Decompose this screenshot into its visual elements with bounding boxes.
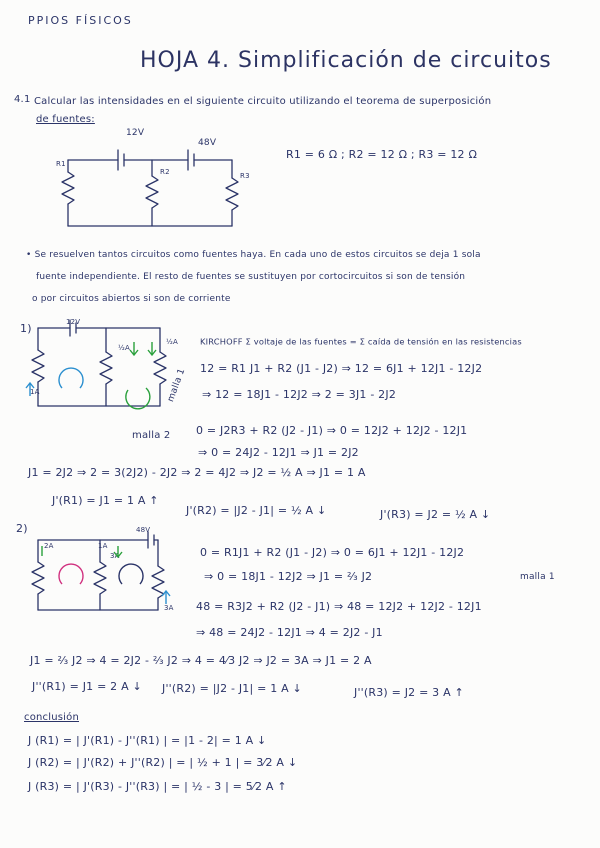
course-label: PPIOS FÍSICOS (28, 14, 133, 27)
case-2-eq-4: ⇒ 48 = 24J2 - 12J1 ⇒ 4 = 2J2 - J1 (196, 626, 383, 639)
case-1-current-c: ½A (166, 338, 178, 346)
case-1-label: 1) (20, 322, 32, 335)
source-2-label: 48V (198, 138, 217, 148)
method-line-3: o por circuitos abiertos si son de corriente (32, 294, 231, 304)
case-2-current-c: 3A (110, 552, 120, 560)
kirchhoff-note: KIRCHOFF Σ voltaje de las fuentes = Σ caída de tensión en las resistencias (200, 338, 522, 348)
case-2-current-d: 3A (164, 604, 174, 612)
conclusion-line-3: J (R3) = | J'(R3) - J''(R3) | = | ½ - 3 | = 5⁄2 A ↑ (28, 780, 287, 793)
case-1-current-b: ½A (118, 344, 130, 352)
method-line-2: fuente independiente. El resto de fuentes se sustituyen por cortocircuitos si son de tensión (36, 272, 466, 282)
page-title: HOJA 4. Simplificación de circuitos (140, 48, 552, 73)
case-1-mesh-2-label: malla 2 (132, 430, 171, 441)
conclusion-line-1: J (R1) = | J'(R1) - J''(R1) | = |1 - 2| = 1 A ↓ (28, 734, 267, 747)
r2-label: R2 (160, 168, 170, 176)
problem-statement: Calcular las intensidades en el siguiente circuito utilizando el teorema de superposición (34, 96, 492, 107)
case-1-current-a: 1A (30, 388, 40, 396)
case-1-eq-3: 0 = J2R3 + R2 (J2 - J1) ⇒ 0 = 12J2 + 12J2 - 12J1 (196, 424, 468, 437)
case-2-result-r2: J''(R2) = |J2 - J1| = 1 A ↓ (162, 682, 302, 695)
case-2-source: 48V (136, 526, 151, 534)
circuit-original (62, 150, 238, 226)
case-2-eq-5: J1 = ⅔ J2 ⇒ 4 = 2J2 - ⅔ J2 ⇒ 4 = 4⁄3 J2 ⇒ J2 = 3A ⇒ J1 = 2 A (30, 654, 372, 667)
case-1-source: 12V (66, 318, 81, 326)
case-2-result-r1: J''(R1) = J1 = 2 A ↓ (32, 680, 142, 693)
case-1-result-r1: J'(R1) = J1 = 1 A ↑ (52, 494, 159, 507)
problem-number: 4.1 (14, 94, 31, 105)
case-2-eq-1: 0 = R1J1 + R2 (J1 - J2) ⇒ 0 = 6J1 + 12J1 - 12J2 (200, 546, 465, 559)
case-1-result-r3: J'(R3) = J2 = ½ A ↓ (380, 508, 491, 521)
case-1-eq-4: ⇒ 0 = 24J2 - 12J1 ⇒ J1 = 2J2 (198, 446, 359, 459)
case-2-eq-3: 48 = R3J2 + R2 (J2 - J1) ⇒ 48 = 12J2 + 12J2 - 12J1 (196, 600, 482, 613)
r3-label: R3 (240, 172, 250, 180)
case-1-mesh-1-label: malla 1 (166, 367, 188, 404)
case-1-eq-1: 12 = R1 J1 + R2 (J1 - J2) ⇒ 12 = 6J1 + 12J1 - 12J2 (200, 362, 483, 375)
case-2-eq-2: ⇒ 0 = 18J1 - 12J2 ⇒ J1 = ⅔ J2 (204, 570, 373, 583)
method-line-1: • Se resuelven tantos circuitos como fuentes haya. En cada uno de estos circuitos se deja 1 sola (26, 250, 481, 260)
resistance-values: R1 = 6 Ω ; R2 = 12 Ω ; R3 = 12 Ω (286, 148, 478, 161)
source-1-label: 12V (126, 128, 145, 138)
case-2-current-a: 2A (44, 542, 54, 550)
case-1-eq-5: J1 = 2J2 ⇒ 2 = 3(2J2) - 2J2 ⇒ 2 = 4J2 ⇒ J2 = ½ A ⇒ J1 = 1 A (28, 466, 366, 479)
case-1-eq-2: ⇒ 12 = 18J1 - 12J2 ⇒ 2 = 3J1 - 2J2 (202, 388, 397, 401)
case-2-mesh-label: malla 1 (520, 572, 555, 582)
conclusion-label: conclusión (24, 712, 80, 723)
r1-label: R1 (56, 160, 66, 168)
case-2-result-r3: J''(R3) = J2 = 3 A ↑ (354, 686, 464, 699)
problem-statement-end: de fuentes: (36, 114, 95, 125)
circuit-case-2 (32, 532, 164, 610)
circuit-case-1 (32, 320, 166, 406)
case-2-current-b: 1A (98, 542, 108, 550)
conclusion-line-2: J (R2) = | J'(R2) + J''(R2) | = | ½ + 1 | = 3⁄2 A ↓ (28, 756, 298, 769)
case-1-result-r2: J'(R2) = |J2 - J1| = ½ A ↓ (186, 504, 327, 517)
case-2-label: 2) (16, 522, 28, 535)
